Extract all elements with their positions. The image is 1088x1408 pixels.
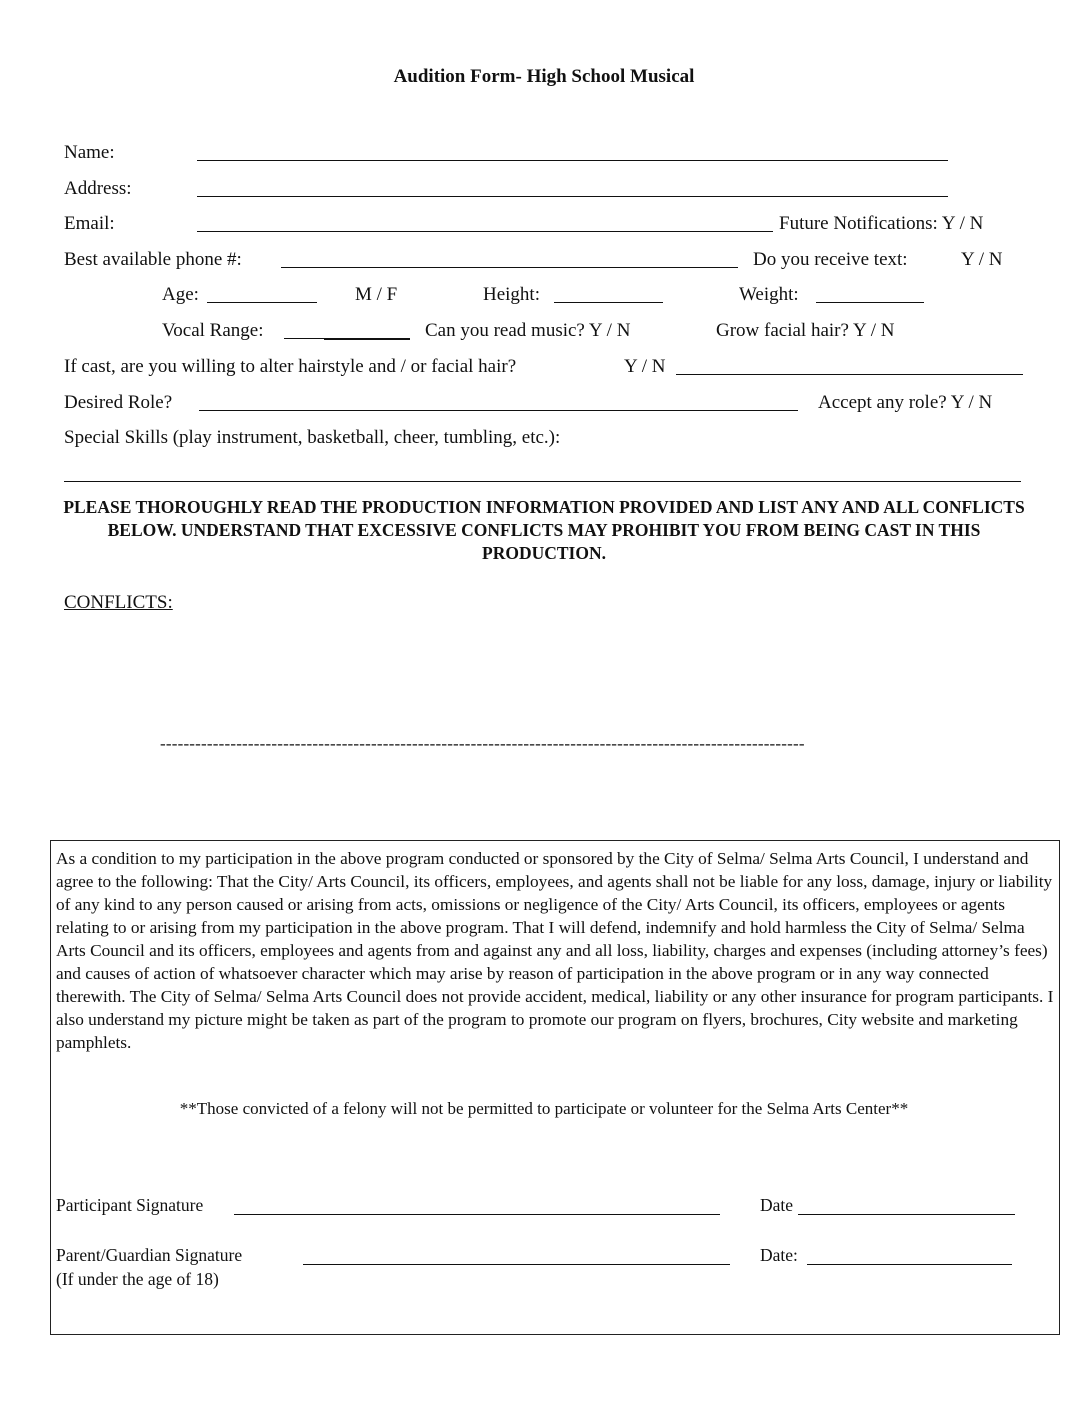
age-field[interactable] bbox=[207, 302, 317, 303]
parent-signature-field[interactable] bbox=[303, 1264, 730, 1265]
weight-label: Weight: bbox=[739, 284, 799, 305]
height-label: Height: bbox=[483, 284, 540, 305]
alter-hair-label: If cast, are you willing to alter hairstyle and / or facial hair? bbox=[64, 356, 517, 377]
special-skills-label: Special Skills (play instrument, basketball, cheer, tumbling, etc.): bbox=[64, 427, 561, 448]
special-skills-field[interactable] bbox=[64, 481, 1021, 482]
felony-note: **Those convicted of a felony will not be permitted to participate or volunteer for the Selma Arts Center** bbox=[179, 1099, 909, 1118]
read-music-label[interactable]: Can you read music? Y / N bbox=[425, 320, 631, 341]
alter-hair-choice[interactable]: Y / N bbox=[624, 356, 666, 377]
desired-role-label: Desired Role? bbox=[64, 392, 173, 413]
name-field[interactable] bbox=[197, 160, 948, 161]
date-label: Date bbox=[760, 1195, 794, 1215]
email-field[interactable] bbox=[197, 231, 773, 232]
height-field[interactable] bbox=[554, 302, 663, 303]
address-label: Address: bbox=[64, 178, 132, 199]
sex-choice[interactable]: M / F bbox=[355, 284, 398, 305]
receive-text-label: Do you receive text: bbox=[753, 249, 908, 270]
under-18-note: (If under the age of 18) bbox=[56, 1269, 219, 1289]
participant-date-field[interactable] bbox=[798, 1214, 1015, 1215]
parent-date-field[interactable] bbox=[807, 1264, 1012, 1265]
vocal-range-label: Vocal Range: bbox=[162, 320, 264, 341]
conflicts-label: CONFLICTS: bbox=[64, 592, 173, 613]
alter-hair-field[interactable] bbox=[676, 374, 1023, 375]
parent-date-label: Date: bbox=[760, 1245, 798, 1265]
page-title: Audition Form- High School Musical bbox=[393, 66, 695, 87]
participant-signature-label: Participant Signature bbox=[56, 1195, 204, 1215]
facial-hair-label[interactable]: Grow facial hair? Y / N bbox=[716, 320, 895, 341]
participant-signature-field[interactable] bbox=[234, 1214, 720, 1215]
receive-text-choice[interactable]: Y / N bbox=[961, 249, 1003, 270]
email-label: Email: bbox=[64, 213, 115, 234]
age-label: Age: bbox=[162, 284, 199, 305]
address-field[interactable] bbox=[197, 196, 948, 197]
separator-line: -------------------------------------------------------------------------------------------------------------- bbox=[160, 734, 805, 753]
parent-signature-label: Parent/Guardian Signature bbox=[56, 1245, 243, 1265]
name-label: Name: bbox=[64, 142, 115, 163]
weight-field[interactable] bbox=[816, 302, 924, 303]
future-notifications-label[interactable]: Future Notifications: Y / N bbox=[779, 213, 984, 234]
phone-label: Best available phone #: bbox=[64, 249, 242, 270]
phone-field[interactable] bbox=[281, 267, 738, 268]
accept-role-label[interactable]: Accept any role? Y / N bbox=[818, 392, 993, 413]
desired-role-field[interactable] bbox=[199, 410, 798, 411]
waiver-text: As a condition to my participation in the above program conducted or sponsored by the City of Selma/ Selma Arts Council, I understand and agree to the following: That the City/ Arts Council, its officers, employees, and agents shall not be liable for any loss, damage, injury or liability of any kind to any person caused or arising from acts, omissions or negligence of the City/ Arts Council, its officers, employees or agents relating to or arising from my participation in the above program. That I will defend, indemnify and hold harmless the City of Selma/ Selma Arts Council and its officers, employees and agents from and against any and all loss, liability, charges and expenses (including attorney’s fees) and causes of action of whatsoever character which may arise by reason of participation in the above program or in any way connected therewith. The City of Selma/ Selma Arts Council does not provide accident, medical, liability or any other insurance for program participants. I also understand my picture might be taken as part of the program to promote our program on flyers, brochures, City website and marketing pamphlets. bbox=[56, 849, 1054, 1052]
vocal-range-field-underline bbox=[324, 339, 410, 340]
conflicts-notice: PLEASE THOROUGHLY READ THE PRODUCTION INFORMATION PROVIDED AND LIST ANY AND ALL CONFLICTS BELOW. UNDERSTAND THAT EXCESSIVE CONFLICTS MAY PROHIBIT YOU FROM BEING CAST IN THIS PRODUCTION. bbox=[63, 497, 1025, 563]
